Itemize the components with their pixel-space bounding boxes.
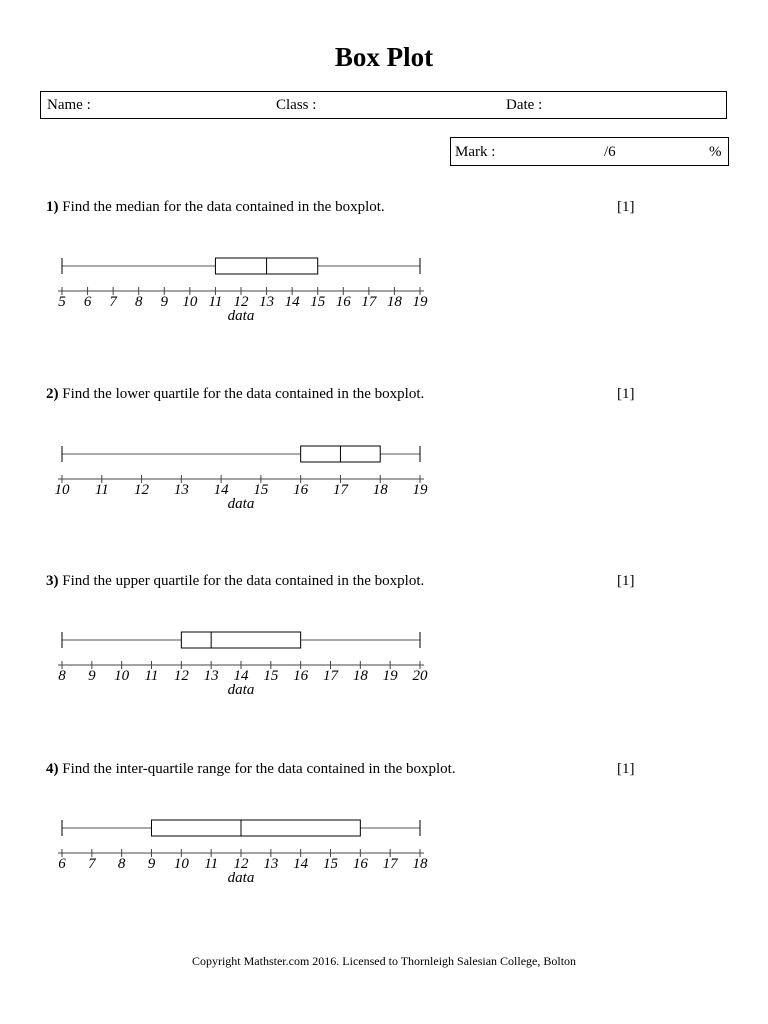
iqr-box	[181, 632, 300, 648]
tick-label: 15	[310, 294, 326, 310]
tick-label: 14	[284, 294, 300, 310]
tick-label: 17	[332, 482, 348, 498]
question-number: 2)	[46, 386, 59, 402]
question-1	[46, 199, 646, 216]
iqr-box	[152, 820, 361, 836]
tick-label: 10	[54, 482, 70, 498]
tick-label: 13	[259, 294, 275, 310]
boxplot-2	[0, 428, 768, 518]
boxplot-1	[0, 240, 768, 330]
tick-label: 18	[386, 294, 402, 310]
question-text: Find the upper quartile for the data contained in the boxplot.	[62, 573, 425, 589]
axis-label: data	[227, 682, 255, 698]
tick-label: 13	[173, 482, 189, 498]
question-3	[46, 573, 646, 590]
question-text: Find the inter-quartile range for the data contained in the boxplot.	[62, 761, 456, 777]
mark-box	[450, 137, 729, 166]
axis-label: data	[227, 870, 255, 886]
tick-label: 11	[94, 482, 109, 498]
tick-label: 7	[109, 294, 117, 310]
tick-label: 7	[88, 856, 96, 872]
tick-label: 5	[58, 294, 66, 310]
tick-label: 8	[58, 668, 66, 684]
tick-label: 20	[412, 668, 428, 684]
page-title: Box Plot	[334, 42, 434, 72]
question-marks: [1]	[617, 199, 635, 215]
tick-label: 12	[173, 668, 189, 684]
tick-label: 13	[263, 856, 279, 872]
tick-label: 17	[323, 668, 338, 684]
question-text: Find the median for the data contained in the boxplot.	[62, 199, 385, 215]
tick-label: 13	[203, 668, 219, 684]
boxplot-4	[0, 802, 768, 892]
tick-label: 19	[382, 668, 398, 684]
tick-label: 15	[323, 856, 338, 872]
tick-label: 18	[372, 482, 388, 498]
tick-label: 14	[213, 482, 229, 498]
tick-label: 10	[114, 668, 130, 684]
tick-label: 9	[88, 668, 96, 684]
tick-label: 17	[382, 856, 398, 872]
tick-label: 19	[412, 482, 428, 498]
question-number: 3)	[46, 573, 59, 589]
tick-label: 12	[134, 482, 150, 498]
date-label: Date :	[506, 97, 543, 113]
tick-label: 15	[253, 482, 269, 498]
tick-label: 19	[412, 294, 428, 310]
tick-label: 16	[293, 482, 309, 498]
class-label: Class :	[276, 97, 317, 113]
question-4	[46, 761, 646, 778]
tick-label: 9	[147, 856, 156, 872]
tick-label: 8	[117, 856, 126, 872]
tick-label: 16	[293, 668, 309, 684]
tick-label: 6	[58, 856, 66, 872]
tick-label: 18	[412, 856, 428, 872]
question-marks: [1]	[617, 386, 635, 402]
tick-label: 11	[208, 294, 223, 310]
tick-label: 16	[335, 294, 351, 310]
tick-label: 15	[263, 668, 279, 684]
tick-label: 10	[173, 856, 189, 872]
tick-label: 18	[352, 668, 368, 684]
question-2	[46, 386, 646, 403]
boxplot-3	[0, 614, 768, 704]
tick-label: 16	[352, 856, 368, 872]
tick-label: 11	[144, 668, 159, 684]
axis-label: data	[227, 308, 255, 324]
question-marks: [1]	[617, 573, 635, 589]
tick-label: 6	[83, 294, 92, 310]
tick-label: 14	[233, 668, 249, 684]
mark-label: Mark :	[455, 144, 496, 160]
axis-label: data	[227, 496, 255, 512]
tick-label: 10	[182, 294, 198, 310]
tick-label: 11	[204, 856, 219, 872]
name-label: Name :	[47, 97, 91, 113]
tick-label: 12	[233, 294, 249, 310]
copyright-footer: Copyright Mathster.com 2016. Licensed to Thornleigh Salesian College, Bolton	[191, 954, 577, 968]
tick-label: 9	[160, 294, 169, 310]
question-text: Find the lower quartile for the data contained in the boxplot.	[62, 386, 425, 402]
mark-total: /6	[604, 144, 616, 160]
question-number: 1)	[46, 199, 59, 215]
tick-label: 17	[361, 294, 377, 310]
student-info-box	[40, 91, 727, 119]
mark-percent: %	[709, 144, 722, 160]
tick-label: 8	[134, 294, 143, 310]
question-marks: [1]	[617, 761, 635, 777]
question-number: 4)	[46, 761, 59, 777]
tick-label: 14	[293, 856, 309, 872]
tick-label: 12	[233, 856, 249, 872]
